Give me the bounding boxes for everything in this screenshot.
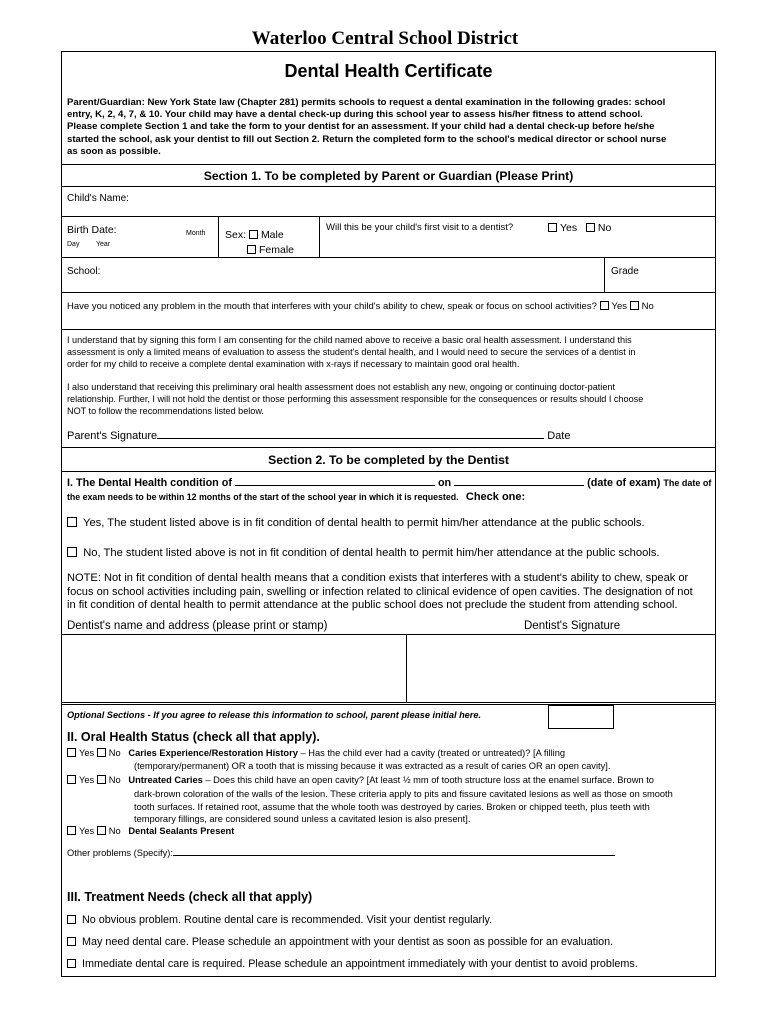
year-label: Year: [96, 241, 111, 248]
male-checkbox[interactable]: [249, 230, 258, 239]
first-visit-options: Yes No: [548, 222, 611, 234]
treatment-heading: III. Treatment Needs (check all that apply): [67, 890, 313, 904]
first-visit-question: Will this be your child's first visit to a dentist?: [326, 222, 514, 233]
fit-condition-yes: Yes, The student listed above is in fit condition of dental health to permit him/her attendance at the public schools.: [67, 517, 645, 529]
mouth-problem-question: Have you noticed any problem in the mouth that interferes with your child's ability to chew, speak or focus on school activities? Yes No: [67, 301, 654, 312]
fit-condition-no: No, The student listed above is not in fit condition of dental health to permit him/her attendance at the public schools.: [67, 547, 660, 559]
treatment-option-3: Immediate dental care is required. Please schedule an appointment immediately with your dentist to avoid problems.: [67, 958, 638, 970]
sealants-no-checkbox[interactable]: [97, 826, 106, 835]
untreated-row-cont: dark-brown coloration of the walls of the lesion. These criteria apply to pits and fissure cavitated lesions as well as those on smooth tooth surfaces. If retained root, assume that the whole tooth was destroyed by caries. Broken or chipped teeth, plus teeth with temporary fillings, are considered sound unless a cavitated lesion is also present].: [134, 789, 673, 825]
consent-paragraph-1: I understand that by signing this form I am consenting for the child named above to receive a basic oral health assessment. I understand this assessment is only a limited means of evaluation to assess the student's dental health, and I would need to secure the services of a dentist in order for my child to receive a complete dental examination with x-rays if necessary to maintain good oral health.: [67, 335, 636, 369]
treatment-option-2: May need dental care. Please schedule an appointment with your dentist as soon as possible for an evaluation.: [67, 936, 613, 948]
treat1-checkbox[interactable]: [67, 915, 76, 924]
untreated-yes-checkbox[interactable]: [67, 775, 76, 784]
fit-yes-checkbox[interactable]: [67, 517, 77, 527]
grade-label: Grade: [611, 266, 639, 277]
other-problems-line: Other problems (Specify):: [67, 848, 615, 858]
treatment-option-1: No obvious problem. Routine dental care is recommended. Visit your dentist regularly.: [67, 914, 492, 926]
caries-yes-checkbox[interactable]: [67, 748, 76, 757]
treat3-checkbox[interactable]: [67, 959, 76, 968]
dental-condition-line: I. The Dental Health condition of on (date of exam) The date of: [67, 477, 712, 489]
first-visit-no-checkbox[interactable]: [586, 223, 595, 232]
child-name-label: Child's Name:: [67, 193, 129, 204]
consent-paragraph-2: I also understand that receiving this preliminary oral health assessment does not establish any new, ongoing or continuing doctor-patient relationship. Further, I will not hold the dentist or those performing this assessment responsible for the consequences or results should I choose NOT to follow the recommendations listed below.: [67, 382, 644, 416]
intro-text: Parent/Guardian: New York State law (Chapter 281) permits schools to request a dental examination in the following grades: school entry, K, 2, 4, 7, & 10. Your child may have a dental check-up during this school year to assess his/her fitness to attend school. Please complete Section 1 and take the form to your dentist for an assessment. If your child had a dental check-up before he/she started the school, ask your dentist to fill out Section 2. Return the completed form to the school's medical director or school nurse as soon as possible.: [67, 97, 667, 157]
month-label: Month: [186, 230, 206, 237]
treat2-checkbox[interactable]: [67, 937, 76, 946]
dentist-signature-label: Dentist's Signature: [524, 620, 621, 632]
dentist-name-label: Dentist's name and address (please print or stamp): [67, 620, 328, 632]
day-label: Day: [67, 241, 80, 248]
optional-notice: Optional Sections - If you agree to release this information to school, parent please initial here.: [67, 710, 482, 720]
note-paragraph: NOTE: Not in fit condition of dental health means that a condition exists that interferes with a student's ability to chew, speak or focus on school activities including pain, swelling or infection related to clinical evidence of open cavities. The designation of not in fit condition of dental health to permit attendance at the public school does not preclude the student from attending school.: [67, 572, 693, 612]
problem-no-checkbox[interactable]: [630, 301, 639, 310]
caries-no-checkbox[interactable]: [97, 748, 106, 757]
sex-label: Sex: Male: [225, 229, 284, 241]
problem-yes-checkbox[interactable]: [600, 301, 609, 310]
form-frame: [61, 51, 716, 977]
first-visit-yes-checkbox[interactable]: [548, 223, 557, 232]
parent-initial-box[interactable]: [548, 705, 614, 729]
parent-signature-line: Parent's Signature Date: [67, 430, 571, 442]
caries-row: Yes No Caries Experience/Restoration History – Has the child ever had a cavity (treated or untreated)? [A filling: [67, 748, 565, 758]
section2-heading: Section 2. To be completed by the Dentist: [268, 453, 509, 467]
caries-row-cont: (temporary/permanent) OR a tooth that is missing because it was extracted as a result of caries OR an open cavity].: [134, 761, 611, 771]
female-checkbox[interactable]: [247, 245, 256, 254]
birth-date-label: Birth Date:: [67, 224, 117, 236]
fit-no-checkbox[interactable]: [67, 547, 77, 557]
sealants-row: Yes No Dental Sealants Present: [67, 826, 234, 836]
untreated-row: Yes No Untreated Caries – Does this child have an open cavity? [At least ½ mm of tooth structure loss at the enamel surface. Brown to: [67, 775, 654, 785]
untreated-no-checkbox[interactable]: [97, 775, 106, 784]
exam-date-note: the exam needs to be within 12 months of the start of the school year in which it is requested. Check one:: [67, 491, 526, 503]
sealants-yes-checkbox[interactable]: [67, 826, 76, 835]
certificate-title: Dental Health Certificate: [284, 61, 493, 81]
female-option: Female: [247, 244, 294, 256]
district-title: Waterloo Central School District: [251, 28, 519, 49]
school-label: School:: [67, 266, 101, 277]
section1-heading: Section 1. To be completed by Parent or Guardian (Please Print): [203, 169, 574, 183]
oral-health-heading: II. Oral Health Status (check all that apply).: [67, 730, 320, 744]
